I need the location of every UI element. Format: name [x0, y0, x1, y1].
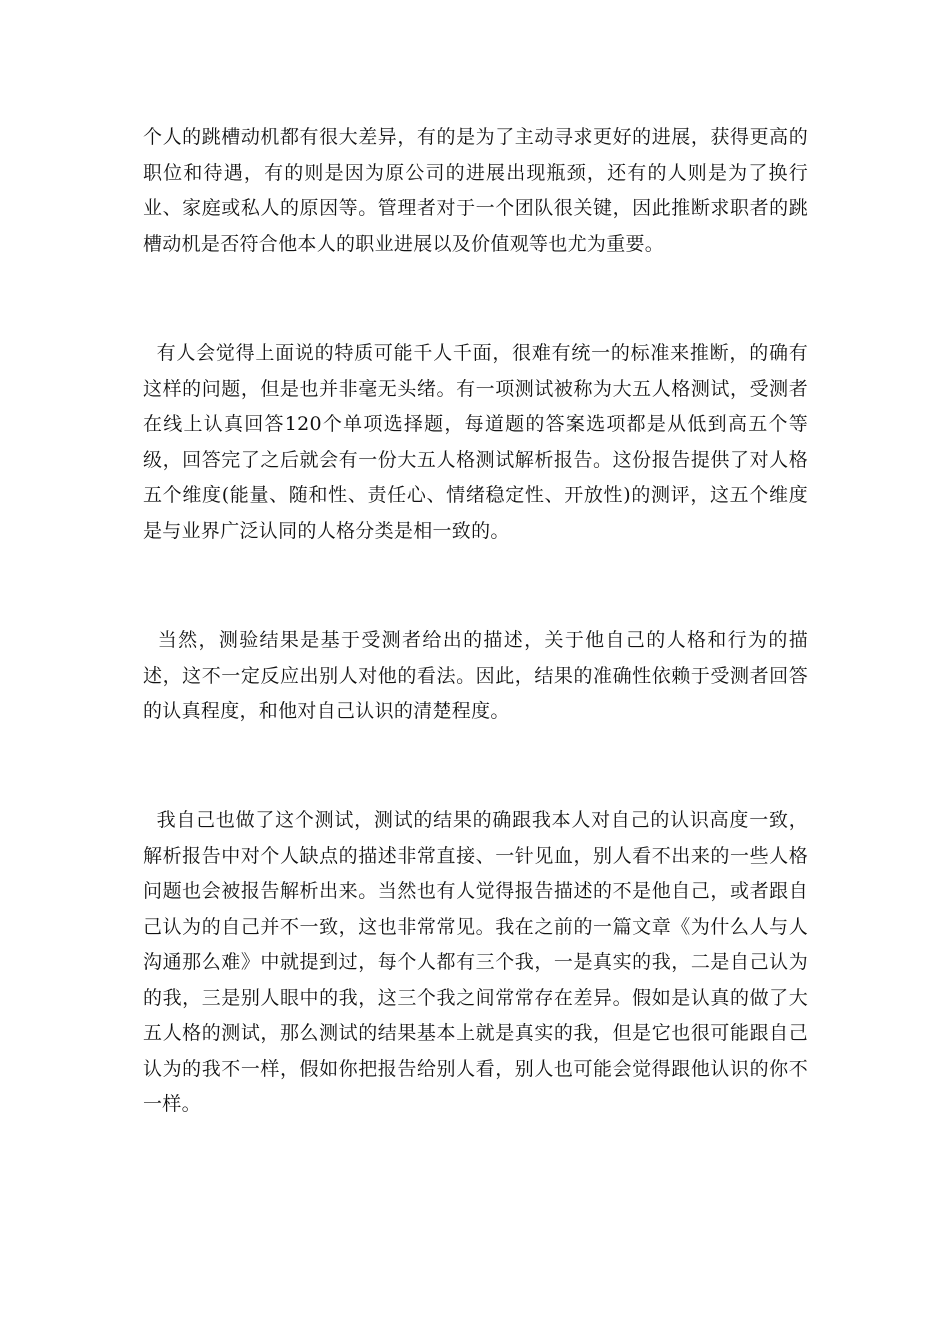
paragraph-job-hopping-motivation: 个人的跳槽动机都有很大差异，有的是为了主动寻求更好的进展，获得更高的职位和待遇，有的则是因为原公司的进展出现瓶颈，还有的人则是为了换行业、家庭或私人的原因等。管理者对于一个团队很关键，因此推断求职者的跳槽动机是否符合他本人的职业进展以及价值观等也尤为重要。 [143, 126, 808, 255]
paragraph-personal-experience: 我自己也做了这个测试，测试的结果的确跟我本人对自己的认识高度一致，解析报告中对个人缺点的描述非常直接、一针见血，别人看不出来的一些人格问题也会被报告解析出来。当然也有人觉得报告描述的不是他自己，或者跟自己认为的自己并不一致，这也非常常见。我在之前的一篇文章《为什么人与人沟通那么难》中就提到过，每个人都有三个我，一是真实的我，二是自己认为的我，三是别人眼中的我，这三个我之间常常存在差异。假如是认真的做了大五人格的测试，那么测试的结果基本上就是真实的我，但是它也很可能跟自己认为的我不一样，假如你把报告给别人看，别人也可能会觉得跟他认识的你不一样。 [143, 809, 808, 1115]
paragraph-test-accuracy: 当然，测验结果是基于受测者给出的描述，关于他自己的人格和行为的描述，这不一定反应出别人对他的看法。因此，结果的准确性依赖于受测者回答的认真程度，和他对自己认识的清楚程度。 [143, 629, 808, 722]
paragraph-big-five-test: 有人会觉得上面说的特质可能千人千面，很难有统一的标准来推断，的确有这样的问题，但是也并非毫无头绪。有一项测试被称为大五人格测试，受测者在线上认真回答120个单项选择题，每道题的答案选项都是从低到高五个等级，回答完了之后就会有一份大五人格测试解析报告。这份报告提供了对人格五个维度(能量、随和性、责任心、情绪稳定性、开放性)的测评，这五个维度是与业界广泛认同的人格分类是相一致的。 [143, 342, 808, 542]
